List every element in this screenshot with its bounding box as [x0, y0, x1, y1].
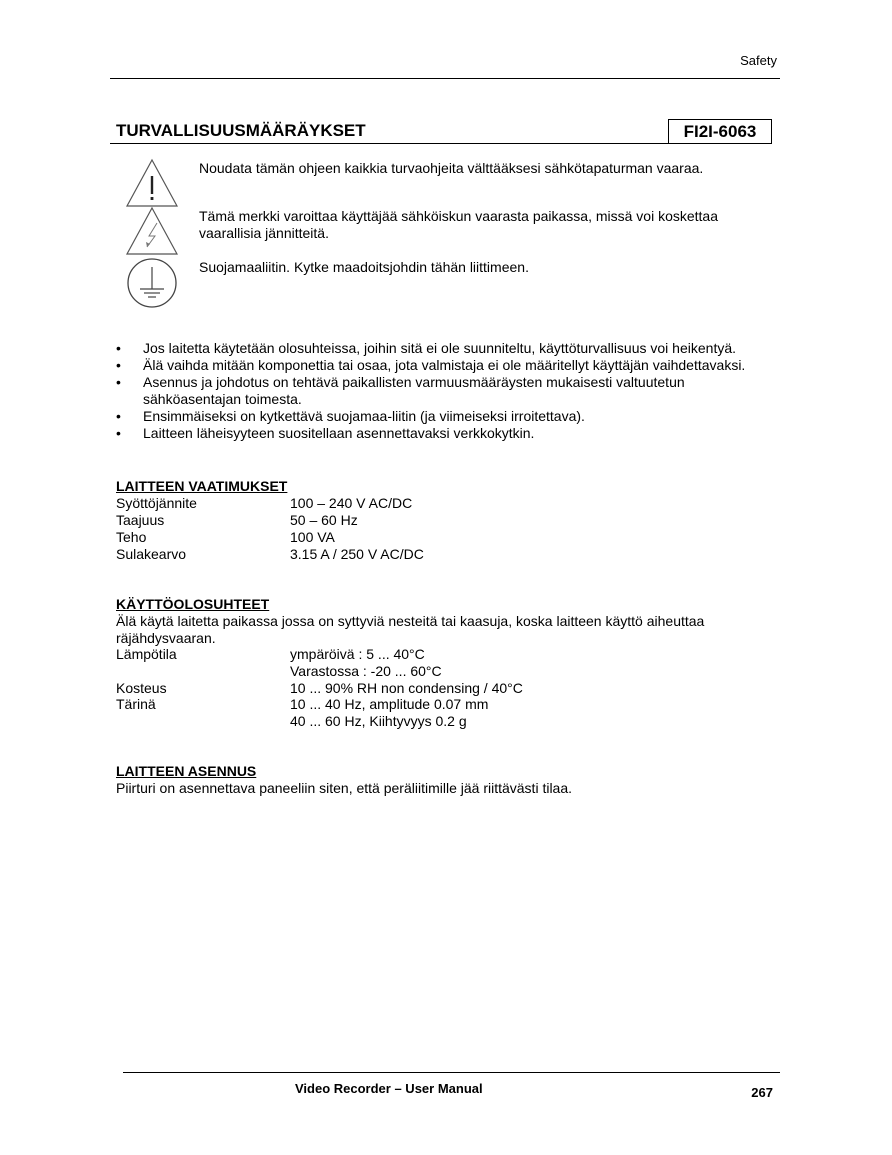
list-item: [116, 340, 776, 357]
document-code: FI2I-6063: [668, 119, 772, 143]
spec-label: Lämpötila: [116, 646, 177, 662]
installation-heading: LAITTEEN ASENNUS: [116, 763, 257, 779]
conditions-intro: Älä käytä laitetta paikassa jossa on syttyviä nesteitä tai kaasuja, koska laitteen käyttö aiheuttaa räjähdysvaaran.: [116, 613, 705, 646]
header-section-label: Safety: [740, 53, 777, 68]
list-item: [116, 374, 776, 408]
header-rule: [110, 78, 780, 79]
spec-value: 10 ... 90% RH non condensing / 40°C: [290, 680, 523, 696]
bullet-text: Asennus ja johdotus on tehtävä paikallisten varmuusmääräysten mukaisesti valtuutetun sähköasentajan toimesta.: [143, 374, 685, 407]
spec-value: 50 – 60 Hz: [290, 512, 358, 528]
bullet-marker: •: [116, 340, 121, 356]
electric-shock-icon: [125, 205, 179, 257]
bullet-marker: •: [116, 374, 121, 390]
warning-triangle-icon: [125, 157, 179, 209]
spec-value: ympäröivä : 5 ... 40°C: [290, 646, 425, 662]
list-item: [116, 408, 776, 425]
warning-text-general: Noudata tämän ohjeen kaikkia turvaohjeita välttääksesi sähkötapaturman vaaraa.: [199, 160, 704, 176]
safety-bullet-list: [116, 340, 776, 442]
spec-label: Kosteus: [116, 680, 167, 696]
spec-label: Taajuus: [116, 512, 165, 528]
requirements-heading: LAITTEEN VAATIMUKSET: [116, 478, 288, 494]
spec-value: 100 VA: [290, 529, 335, 545]
spec-value: Varastossa : -20 ... 60°C: [290, 663, 442, 679]
protective-earth-icon: [125, 257, 179, 309]
footer-rule: [123, 1072, 780, 1073]
warning-text-earth: Suojamaaliitin. Kytke maadoitsjohdin tähän liittimeen.: [199, 259, 529, 275]
page-title: TURVALLISUUSMÄÄRÄYKSET: [116, 121, 366, 140]
spec-value: 40 ... 60 Hz, Kiihtyvyys 0.2 g: [290, 713, 467, 729]
spec-label: Syöttöjännite: [116, 495, 197, 511]
bullet-text: Älä vaihda mitään komponettia tai osaa, jota valmistaja ei ole määritellyt käyttäjän vaihdettavaksi.: [143, 357, 746, 373]
list-item: [116, 357, 776, 374]
spec-label: Tärinä: [116, 696, 156, 712]
bullet-marker: •: [116, 357, 121, 373]
conditions-heading: KÄYTTÖOLOSUHTEET: [116, 596, 270, 612]
footer-title: Video Recorder – User Manual: [295, 1081, 483, 1096]
spec-value: 3.15 A / 250 V AC/DC: [290, 546, 424, 562]
bullet-text: Laitteen läheisyyteen suositellaan asennettavaksi verkkokytkin.: [143, 425, 535, 441]
spec-value: 10 ... 40 Hz, amplitude 0.07 mm: [290, 696, 489, 712]
page-number: 267: [751, 1085, 773, 1100]
list-item: [116, 425, 776, 442]
bullet-marker: •: [116, 425, 121, 441]
spec-label: Sulakearvo: [116, 546, 187, 562]
spec-value: 100 – 240 V AC/DC: [290, 495, 413, 511]
bullet-text: Jos laitetta käytetään olosuhteissa, joihin sitä ei ole suunniteltu, käyttöturvallisuus voi heikentyä.: [143, 340, 737, 356]
bullet-marker: •: [116, 408, 121, 424]
spec-label: Teho: [116, 529, 147, 545]
bullet-text: Ensimmäiseksi on kytkettävä suojamaa-liitin (ja viimeiseksi irroitettava).: [143, 408, 585, 424]
title-bar: [110, 119, 772, 144]
warning-text-electric: Tämä merkki varoittaa käyttäjää sähköiskun vaarasta paikassa, missä voi koskettaa vaarallisia jännitteitä.: [199, 208, 719, 241]
installation-text: Piirturi on asennettava paneeliin siten, että peräliitimille jää riittävästi tilaa.: [116, 780, 573, 796]
